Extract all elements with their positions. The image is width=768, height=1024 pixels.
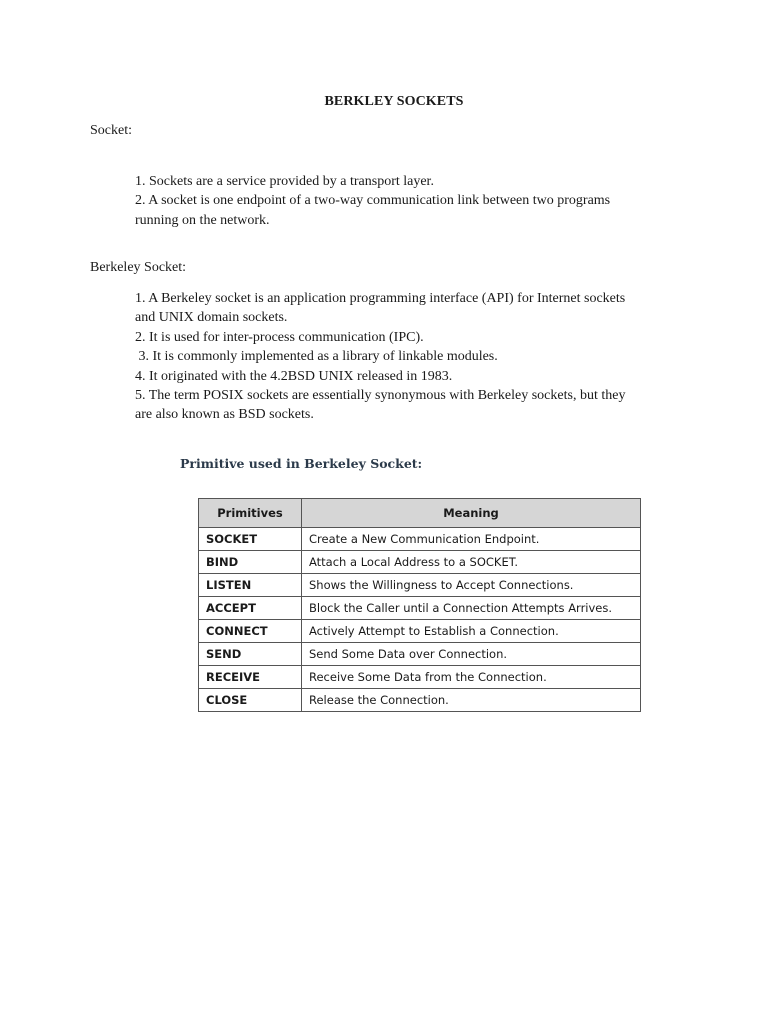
berkeley-paragraph: [135, 289, 675, 425]
primitive-meaning: Send Some Data over Connection.: [302, 643, 641, 666]
primitive-name: LISTEN: [199, 574, 302, 597]
primitive-meaning: Shows the Willingness to Accept Connections.: [302, 574, 641, 597]
table-caption: Primitive used in Berkeley Socket:: [180, 456, 423, 471]
page-title: BERKLEY SOCKETS: [324, 94, 464, 109]
primitive-meaning: Receive Some Data from the Connection.: [302, 666, 641, 689]
primitive-meaning: Actively Attempt to Establish a Connection.: [302, 620, 641, 643]
primitive-meaning: Release the Connection.: [302, 689, 641, 712]
berkeley-line: 2. It is used for inter-process communication (IPC).: [135, 329, 424, 345]
primitive-name: CLOSE: [199, 689, 302, 712]
socket-line: 1. Sockets are a service provided by a transport layer.: [135, 174, 434, 189]
primitive-meaning: Create a New Communication Endpoint.: [302, 528, 641, 551]
table-row: [199, 597, 641, 620]
table-row: [199, 574, 641, 597]
socket-line: 2. A socket is one endpoint of a two-way communication link between two programs: [135, 193, 611, 209]
socket-heading: Socket:: [90, 123, 132, 138]
berkeley-heading: Berkeley Socket:: [90, 260, 187, 275]
primitive-name: ACCEPT: [199, 597, 302, 620]
table-row: [199, 551, 641, 574]
primitive-name: BIND: [199, 551, 302, 574]
primitive-meaning: Attach a Local Address to a SOCKET.: [302, 551, 641, 574]
berkeley-line: 3. It is commonly implemented as a library of linkable modules.: [135, 349, 498, 365]
socket-paragraph: [135, 172, 675, 230]
table-row: [199, 666, 641, 689]
header-meaning: Meaning: [302, 499, 641, 528]
primitive-meaning: Block the Caller until a Connection Attempts Arrives.: [302, 597, 641, 620]
socket-line: running on the network.: [135, 212, 270, 228]
header-primitives: Primitives: [199, 499, 302, 528]
primitive-name: CONNECT: [199, 620, 302, 643]
berkeley-line: 5. The term POSIX sockets are essentially synonymous with Berkeley sockets, but they: [135, 388, 626, 404]
primitives-table: [198, 498, 641, 712]
primitive-name: SEND: [199, 643, 302, 666]
berkeley-line: 4. It originated with the 4.2BSD UNIX released in 1983.: [135, 368, 453, 384]
table-header-row: [199, 499, 641, 528]
table-row: [199, 689, 641, 712]
table-row: [199, 528, 641, 551]
primitive-name: SOCKET: [199, 528, 302, 551]
berkeley-line: are also known as BSD sockets.: [135, 407, 314, 423]
table-row: [199, 643, 641, 666]
berkeley-line: and UNIX domain sockets.: [135, 310, 288, 326]
berkeley-line: 1. A Berkeley socket is an application programming interface (API) for Internet sockets: [135, 291, 626, 306]
table-row: [199, 620, 641, 643]
primitive-name: RECEIVE: [199, 666, 302, 689]
